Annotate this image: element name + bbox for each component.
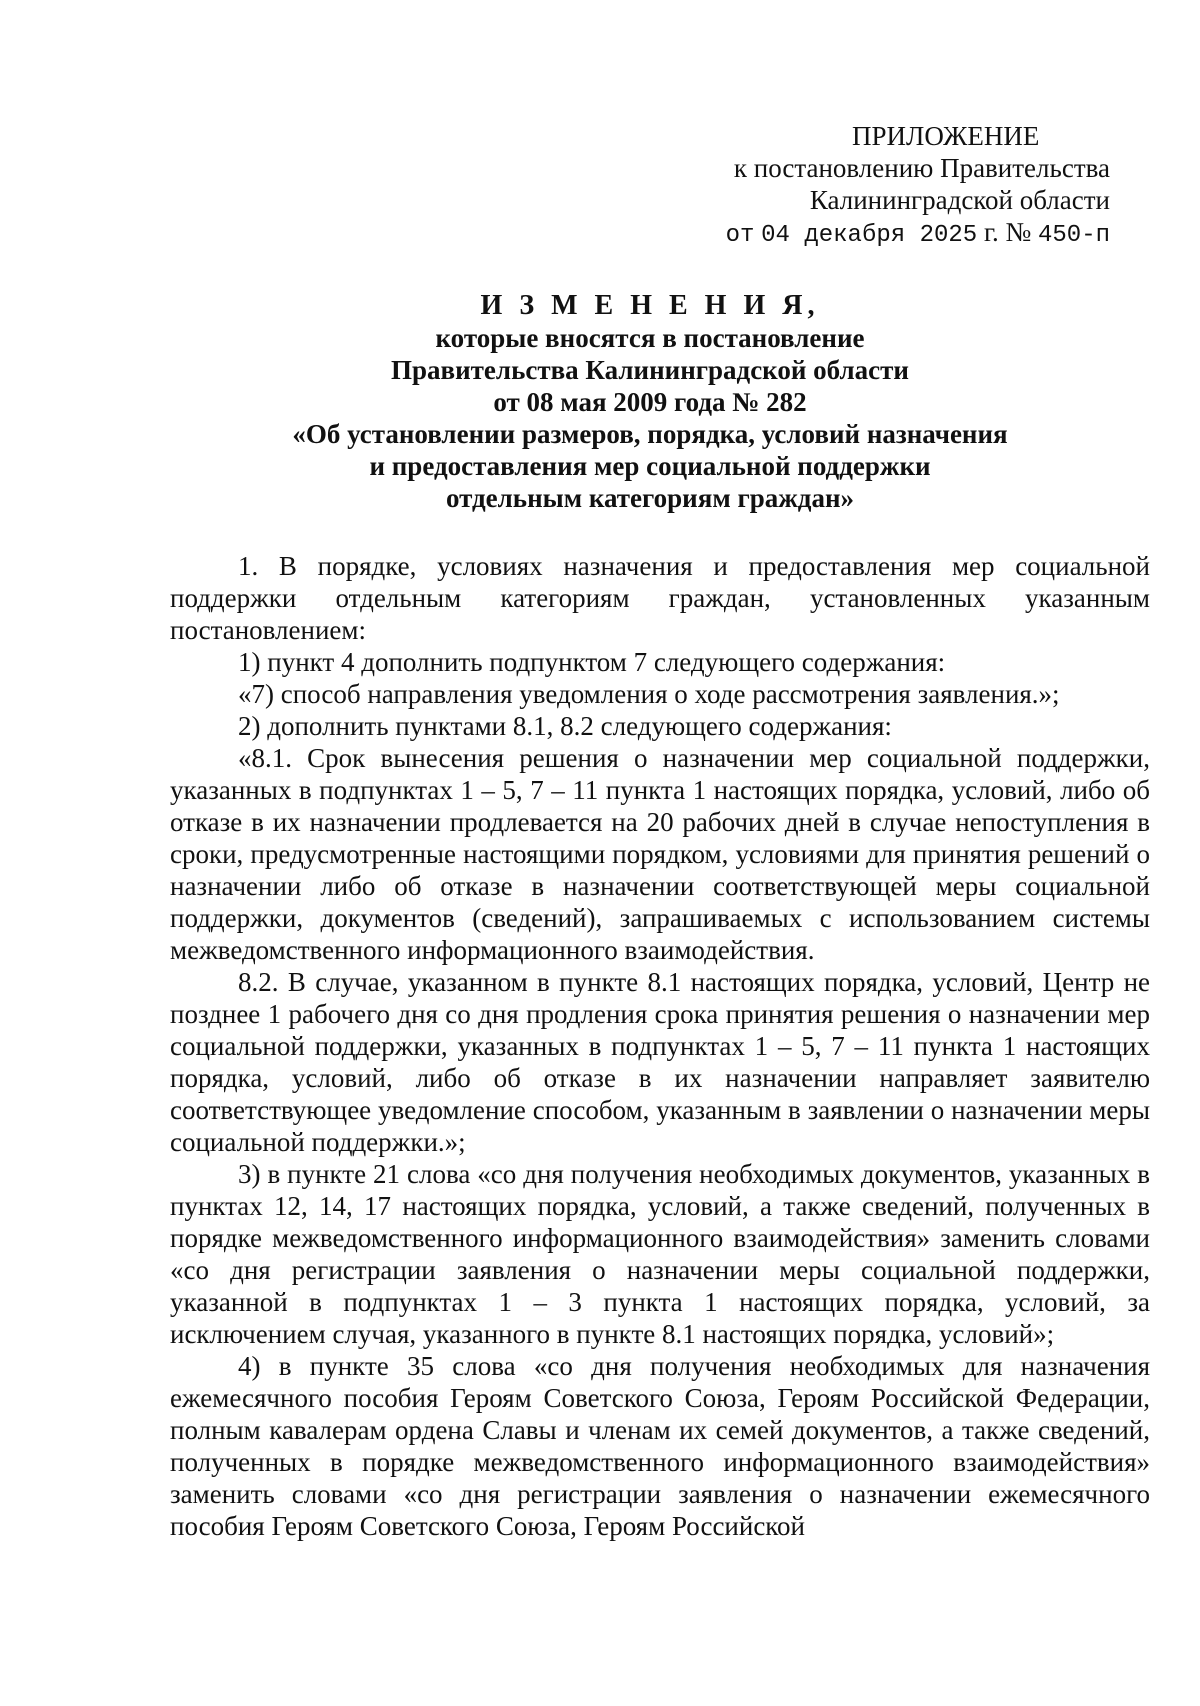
paragraph-2: 1) пункт 4 дополнить подпунктом 7 следующего содержания: <box>238 647 946 677</box>
paragraph-6: 8.2. В случае, указанном в пункте 8.1 настоящих порядка, условий, Центр не позднее 1 рабочего дня со дня продления срока принятия решения о назначении мер социальной поддержки, указанных в подпунктах 1 – 5, 7 – 11 пункта 1 настоящих порядка, условий, либо об отказе в их назначении направляет заявителю соответствующее уведомление способом, указанным в заявлении о назначении меры социальной поддержки.»; <box>170 967 1150 1157</box>
appendix-block <box>680 120 1140 252</box>
header-line-4: «Об установлении размеров, порядка, условий назначения <box>292 419 1008 449</box>
appendix-title: ПРИЛОЖЕНИЕ <box>852 121 1040 151</box>
header-line-5: и предоставления мер социальной поддержки <box>369 451 931 481</box>
paragraph-1: 1. В порядке, условиях назначения и предоставления мер социальной поддержки отдельным категориям граждан, установленных указанным постановлением: <box>170 551 1150 645</box>
header-line-6: отдельным категориям граждан» <box>445 483 855 513</box>
appendix-date-line <box>680 216 1140 252</box>
appendix-date: 04 декабря 2025 <box>761 222 978 249</box>
header-line-2: Правительства Калининградской области <box>391 355 909 385</box>
header-line-1: которые вносятся в постановление <box>435 323 865 353</box>
appendix-number: 450-п <box>1037 222 1110 249</box>
paragraph-3: «7) способ направления уведомления о ходе рассмотрения заявления.»; <box>238 679 1060 709</box>
paragraph-8: 4) в пункте 35 слова «со дня получения необходимых для назначения ежемесячного пособия Героям Советского Союза, Героям Российской Федерации, полным кавалерам ордена Славы и членам их семей документов, а также сведений, полученных в порядке межведомственного информационного взаимодействия» заменить словами «со дня регистрации заявления о назначении ежемесячного пособия Героям Советского Союза, Героям Российской <box>170 1351 1150 1541</box>
appendix-basis: к постановлению Правительства <box>733 153 1110 183</box>
document-body <box>170 550 1150 1542</box>
paragraph-7: 3) в пункте 21 слова «со дня получения необходимых документов, указанных в пунктах 12, 14, 17 настоящих порядка, условий, а также сведений, полученных в порядке межведомственного информационного взаимодействия» заменить словами «со дня регистрации заявления о назначении меры социальной поддержки, указанной в подпунктах 1 – 3 пункта 1 настоящих порядка, условий, за исключением случая, указанного в пункте 8.1 настоящих порядка, условий»; <box>170 1159 1150 1349</box>
appendix-date-suffix: г. № <box>983 217 1032 247</box>
appendix-region: Калининградской области <box>809 185 1110 215</box>
paragraph-4: 2) дополнить пунктами 8.1, 8.2 следующего содержания: <box>238 711 892 741</box>
header-line-3: от 08 мая 2009 года № 282 <box>493 387 807 417</box>
document-header <box>170 290 1130 514</box>
paragraph-5: «8.1. Срок вынесения решения о назначении мер социальной поддержки, указанных в подпунктах 1 – 5, 7 – 11 пункта 1 настоящих порядка, условий, либо об отказе в их назначении продлевается на 20 рабочих дней в случае непоступления в сроки, предусмотренные настоящими порядком, условиями для принятия решений о назначении либо об отказе в назначении соответствующей меры социальной поддержки, документов (сведений), запрашиваемых с использованием системы межведомственного информационного взаимодействия. <box>170 743 1150 965</box>
appendix-date-prefix: от <box>725 222 755 249</box>
document-title: И З М Е Н Е Н И Я, <box>480 290 820 321</box>
